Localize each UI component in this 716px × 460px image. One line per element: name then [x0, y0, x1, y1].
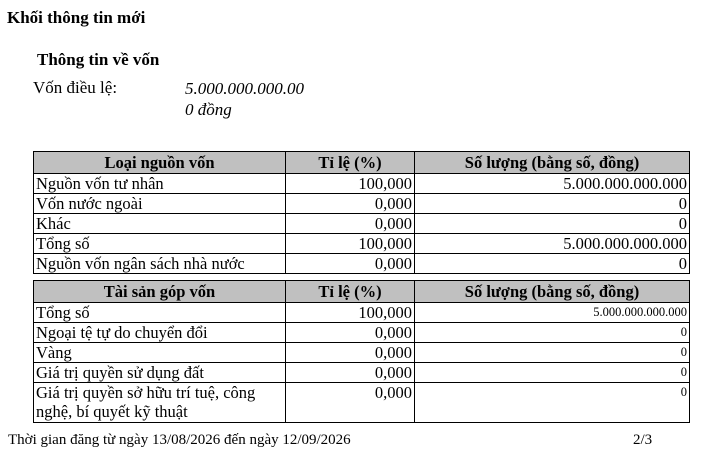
charter-capital-label: Vốn điều lệ: — [33, 78, 118, 97]
column-header-amount: Số lượng (bằng số, đồng) — [415, 152, 690, 174]
row-ratio: 0,000 — [286, 254, 415, 274]
row-label: Nguồn vốn ngân sách nhà nước — [34, 254, 286, 274]
table-row — [34, 214, 690, 234]
column-header-source-type: Loại nguồn vốn — [34, 152, 286, 174]
table-row — [34, 323, 690, 343]
capital-sources-table — [33, 151, 690, 274]
row-ratio: 100,000 — [286, 303, 415, 323]
column-header-ratio: Tỉ lệ (%) — [286, 281, 415, 303]
row-ratio: 0,000 — [286, 363, 415, 383]
row-ratio: 0,000 — [286, 323, 415, 343]
row-ratio: 0,000 — [286, 343, 415, 363]
row-label: Nguồn vốn tư nhân — [34, 174, 286, 194]
column-header-amount: Số lượng (bằng số, đồng) — [415, 281, 690, 303]
row-amount: 0 — [415, 214, 690, 234]
table-row — [34, 174, 690, 194]
charter-capital-value — [185, 78, 304, 120]
table-row — [34, 343, 690, 363]
column-header-ratio: Tỉ lệ (%) — [286, 152, 415, 174]
capital-section-title: Thông tin về vốn — [37, 50, 160, 69]
row-label: Giá trị quyền sử dụng đất — [34, 363, 286, 383]
row-ratio: 100,000 — [286, 174, 415, 194]
charter-capital-value-line2: 0 đồng — [185, 100, 232, 119]
table-row — [34, 194, 690, 214]
row-amount: 0 — [415, 343, 690, 363]
row-label: Khác — [34, 214, 286, 234]
row-amount: 5.000.000.000.000 — [415, 303, 690, 323]
table-row — [34, 234, 690, 254]
table-row — [34, 363, 690, 383]
row-amount: 0 — [415, 383, 690, 423]
row-amount: 0 — [415, 194, 690, 214]
row-amount: 0 — [415, 254, 690, 274]
row-amount: 5.000.000.000.000 — [415, 234, 690, 254]
row-ratio: 0,000 — [286, 194, 415, 214]
row-label: Vốn nước ngoài — [34, 194, 286, 214]
row-ratio: 100,000 — [286, 234, 415, 254]
registration-period: Thời gian đăng từ ngày 13/08/2026 đến ngày 12/09/2026 — [8, 432, 351, 448]
contributed-assets-table — [33, 280, 690, 423]
page-number: 2/3 — [633, 432, 653, 448]
charter-capital-value-line1: 5.000.000.000.00 — [185, 79, 304, 98]
row-amount: 0 — [415, 323, 690, 343]
column-header-asset-type: Tài sản góp vốn — [34, 281, 286, 303]
table-header-row — [34, 281, 690, 303]
table-row — [34, 383, 690, 423]
table-row — [34, 303, 690, 323]
row-ratio: 0,000 — [286, 214, 415, 234]
row-label: Tổng số — [34, 303, 286, 323]
row-label: Tổng số — [34, 234, 286, 254]
row-label: Ngoại tệ tự do chuyển đổi — [34, 323, 286, 343]
row-ratio: 0,000 — [286, 383, 415, 423]
row-amount: 5.000.000.000.000 — [415, 174, 690, 194]
table-header-row — [34, 152, 690, 174]
row-label: Vàng — [34, 343, 286, 363]
table-row — [34, 254, 690, 274]
row-label: Giá trị quyền sở hữu trí tuệ, công nghệ, bí quyết kỹ thuật — [34, 383, 286, 423]
row-amount: 0 — [415, 363, 690, 383]
block-title: Khối thông tin mới — [7, 8, 146, 27]
